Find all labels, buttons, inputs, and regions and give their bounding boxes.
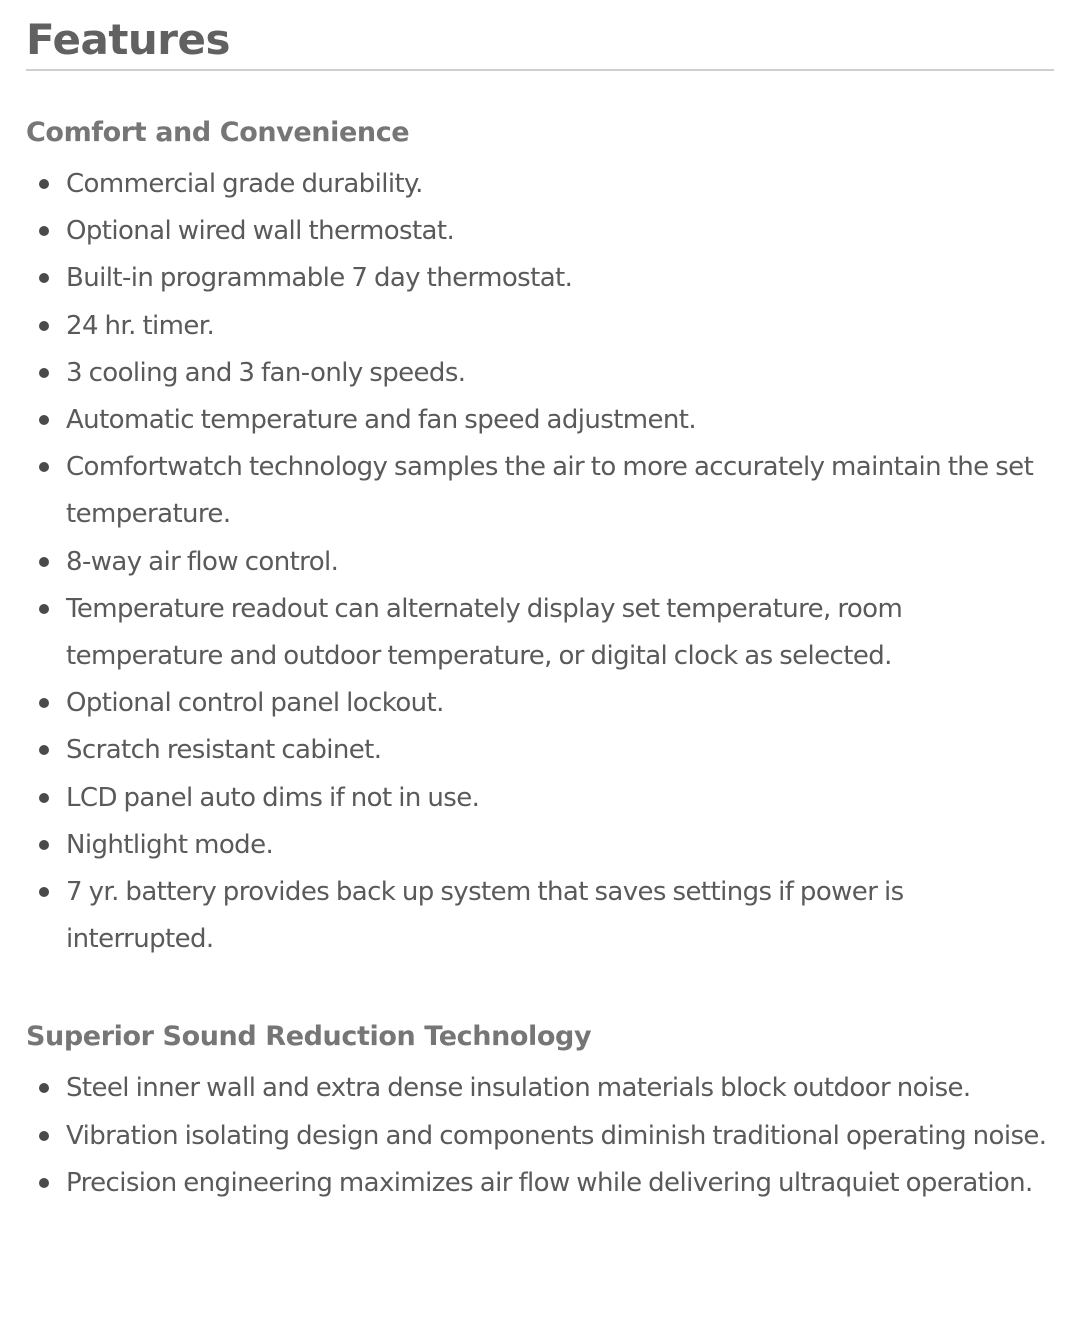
- list-item-text: Optional wired wall thermostat.: [66, 216, 455, 247]
- bullet-icon: [39, 415, 49, 425]
- list-item-text: Built-in programmable 7 day thermostat.: [66, 263, 573, 294]
- list-item-text: Temperature readout can alternately display set temperature, room temperature and outdoor temperature, or digital clock as selected.: [66, 593, 903, 672]
- list-item-text: Nightlight mode.: [66, 829, 274, 860]
- bullet-icon: [39, 698, 49, 708]
- list-item-text: Comfortwatch technology samples the air to more accurately maintain the set temperature.: [66, 452, 1034, 530]
- list-item: [26, 350, 1054, 397]
- list-item-text: Scratch resistant cabinet.: [66, 735, 382, 766]
- section-heading: Comfort and Convenience: [26, 117, 410, 148]
- list-item: [26, 869, 1054, 963]
- feature-list: [26, 1065, 1054, 1207]
- list-item-text: Steel inner wall and extra dense insulation materials block outdoor noise.: [66, 1073, 971, 1104]
- features-page: [26, 0, 1054, 1207]
- list-item: [26, 397, 1054, 444]
- list-item: [26, 444, 1054, 538]
- bullet-icon: [39, 226, 49, 236]
- list-item: [26, 255, 1054, 302]
- bullet-icon: [39, 1083, 49, 1093]
- bullet-icon: [39, 745, 49, 755]
- list-item: [26, 775, 1054, 822]
- list-item-text: Automatic temperature and fan speed adjustment.: [66, 405, 697, 436]
- bullet-icon: [39, 887, 49, 897]
- section-comfort-and-convenience: [26, 115, 1054, 963]
- list-item-text: 3 cooling and 3 fan-only speeds.: [66, 357, 466, 388]
- list-item: [26, 822, 1054, 869]
- bullet-icon: [39, 273, 49, 283]
- feature-list: [26, 161, 1054, 963]
- bullet-icon: [39, 368, 49, 378]
- list-item: [26, 539, 1054, 586]
- list-item: [26, 586, 1054, 680]
- bullet-icon: [39, 1131, 49, 1141]
- list-item-text: Optional control panel lockout.: [66, 688, 444, 719]
- bullet-icon: [39, 179, 49, 189]
- list-item: [26, 1113, 1054, 1160]
- list-item-text: 24 hr. timer.: [66, 310, 215, 341]
- list-item-text: Vibration isolating design and components diminish traditional operating noise.: [66, 1120, 1047, 1151]
- section-superior-sound-reduction-technology: [26, 1019, 1054, 1207]
- list-item: [26, 1065, 1054, 1112]
- list-item-text: Commercial grade durability.: [66, 169, 423, 199]
- list-item: [26, 680, 1054, 727]
- list-item-text: Precision engineering maximizes air flow while delivering ultraquiet operation.: [66, 1167, 1033, 1198]
- list-item: [26, 727, 1054, 774]
- page-title: Features: [26, 15, 230, 64]
- list-item: [26, 1160, 1054, 1207]
- list-item-text: 8-way air flow control.: [66, 546, 339, 577]
- bullet-icon: [39, 1178, 49, 1188]
- section-heading: Superior Sound Reduction Technology: [26, 1021, 592, 1053]
- title-divider: [26, 69, 1054, 71]
- bullet-icon: [39, 557, 49, 567]
- bullet-icon: [39, 321, 49, 331]
- list-item: [26, 303, 1054, 350]
- bullet-icon: [39, 462, 49, 472]
- bullet-icon: [39, 840, 49, 850]
- list-item: [26, 208, 1054, 255]
- bullet-icon: [39, 604, 49, 614]
- list-item-text: LCD panel auto dims if not in use.: [66, 782, 480, 813]
- bullet-icon: [39, 793, 49, 803]
- list-item-text: 7 yr. battery provides back up system that saves settings if power is interrupted.: [66, 877, 904, 955]
- list-item: [26, 161, 1054, 208]
